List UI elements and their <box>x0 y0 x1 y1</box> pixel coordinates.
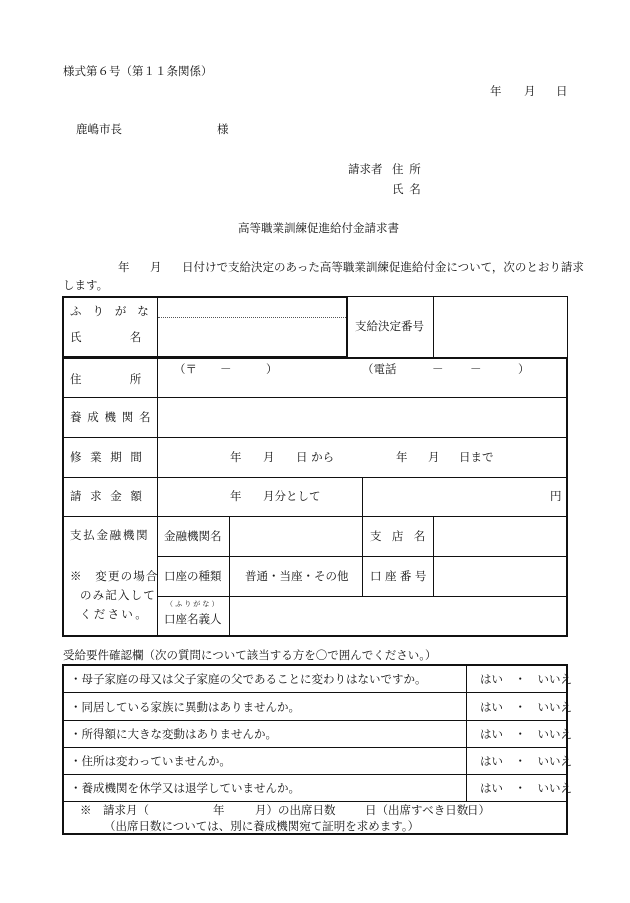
honorific: 様 <box>217 122 229 136</box>
decision-number-field[interactable] <box>436 300 564 354</box>
document-title: 高等職業訓練促進給付金請求書 <box>238 221 399 235</box>
name-label: 氏名 <box>70 330 190 344</box>
holder-furigana: （ふりがな） <box>166 600 221 608</box>
phone-open: （電話 <box>362 362 397 376</box>
furigana-label: ふりがな <box>70 304 160 318</box>
holder-field[interactable] <box>232 600 564 633</box>
question-1: ・母子家庭の母又は父子家庭の父であることに変わりはないですか。 <box>70 672 427 686</box>
change-note-3: ください。 <box>80 607 149 621</box>
decision-number-label: 支給決定番号 <box>355 319 424 333</box>
branch-label: 支店名 <box>370 529 436 543</box>
branch-field[interactable] <box>436 520 564 553</box>
phone-dash-2: － <box>470 362 482 376</box>
claimant-label: 請求者 <box>348 162 383 176</box>
postal-open: （〒 <box>174 362 197 376</box>
question-3: ・所得額に大きな変動はありませんか。 <box>70 727 277 741</box>
institution-label: 養成機関名 <box>70 410 157 424</box>
account-type-label: 口座の種類 <box>164 569 222 583</box>
attendance-note-2: （出席日数については、別に養成機関宛て証明を求めます。） <box>104 819 420 833</box>
bank-name-field[interactable] <box>232 520 359 553</box>
question-5: ・養成機関を休学又は退学していませんか。 <box>70 781 300 795</box>
form-number: 様式第６号（第１１条関係） <box>63 64 213 78</box>
answer-5[interactable]: はい ・ いいえ <box>480 781 572 795</box>
amount-label: 請求金額 <box>70 489 151 503</box>
date-day: 日 <box>556 84 568 98</box>
address-field[interactable] <box>160 380 564 394</box>
holder-label: 口座名義人 <box>164 612 222 626</box>
confirm-heading: 受給要件確認欄（次の質問について該当する方を〇で囲んでください。） <box>63 648 437 662</box>
attendance-note-c: 月）の出席日数 <box>255 803 336 817</box>
amount-year: 年 <box>230 489 242 503</box>
answer-4[interactable]: はい ・ いいえ <box>480 754 572 768</box>
period-label: 修業期間 <box>70 450 151 464</box>
intro-month: 月 <box>150 260 162 274</box>
period-month-2: 月 <box>428 450 440 464</box>
postal-close: ） <box>266 362 278 376</box>
answer-2[interactable]: はい ・ いいえ <box>480 700 572 714</box>
phone-dash-1: － <box>432 362 444 376</box>
attendance-note-a: ※ 請求月（ <box>80 803 149 817</box>
phone-close: ） <box>518 362 530 376</box>
answer-3[interactable]: はい ・ いいえ <box>480 727 572 741</box>
amount-field[interactable] <box>366 481 546 513</box>
institution-field[interactable] <box>160 401 564 433</box>
claimant-name-label: 氏名 <box>392 182 427 196</box>
intro-text-2: します。 <box>63 278 109 292</box>
account-number-label: 口座番号 <box>370 569 430 583</box>
period-until: 日まで <box>459 450 494 464</box>
change-note-2: のみ記入して <box>80 588 156 602</box>
address-label: 住所 <box>70 372 190 386</box>
attendance-note-d: 日（出席すべき日数 <box>365 803 469 817</box>
date-month: 月 <box>524 84 536 98</box>
change-note-1: ※ 変更の場合 <box>70 569 159 583</box>
intro-text: 日付けで支給決定のあった高等職業訓練促進給付金について，次のとおり請求 <box>182 260 584 274</box>
question-4: ・住所は変わっていませんか。 <box>70 754 231 768</box>
addressee: 鹿嶋市長 <box>76 122 122 136</box>
bank-name-label: 金融機関名 <box>164 529 222 543</box>
period-from: 日 から <box>296 450 335 464</box>
postal-dash: － <box>220 362 232 376</box>
attendance-note-b: 年 <box>213 803 225 817</box>
date-year: 年 <box>490 84 502 98</box>
amount-yen: 円 <box>550 489 562 503</box>
account-type-options[interactable]: 普通・当座・その他 <box>245 569 349 583</box>
period-year-1: 年 <box>230 450 242 464</box>
claimant-address-label: 住所 <box>392 162 427 176</box>
attendance-note-e: 日） <box>467 803 490 817</box>
amount-month: 月分として <box>263 489 321 503</box>
question-2: ・同居している家族に異動はありませんか。 <box>70 700 300 714</box>
intro-year: 年 <box>118 260 130 274</box>
period-year-2: 年 <box>396 450 408 464</box>
account-number-field[interactable] <box>436 560 564 593</box>
answer-1[interactable]: はい ・ いいえ <box>480 672 572 686</box>
bank-label: 支払金融機関 <box>70 528 150 542</box>
period-month-1: 月 <box>263 450 275 464</box>
